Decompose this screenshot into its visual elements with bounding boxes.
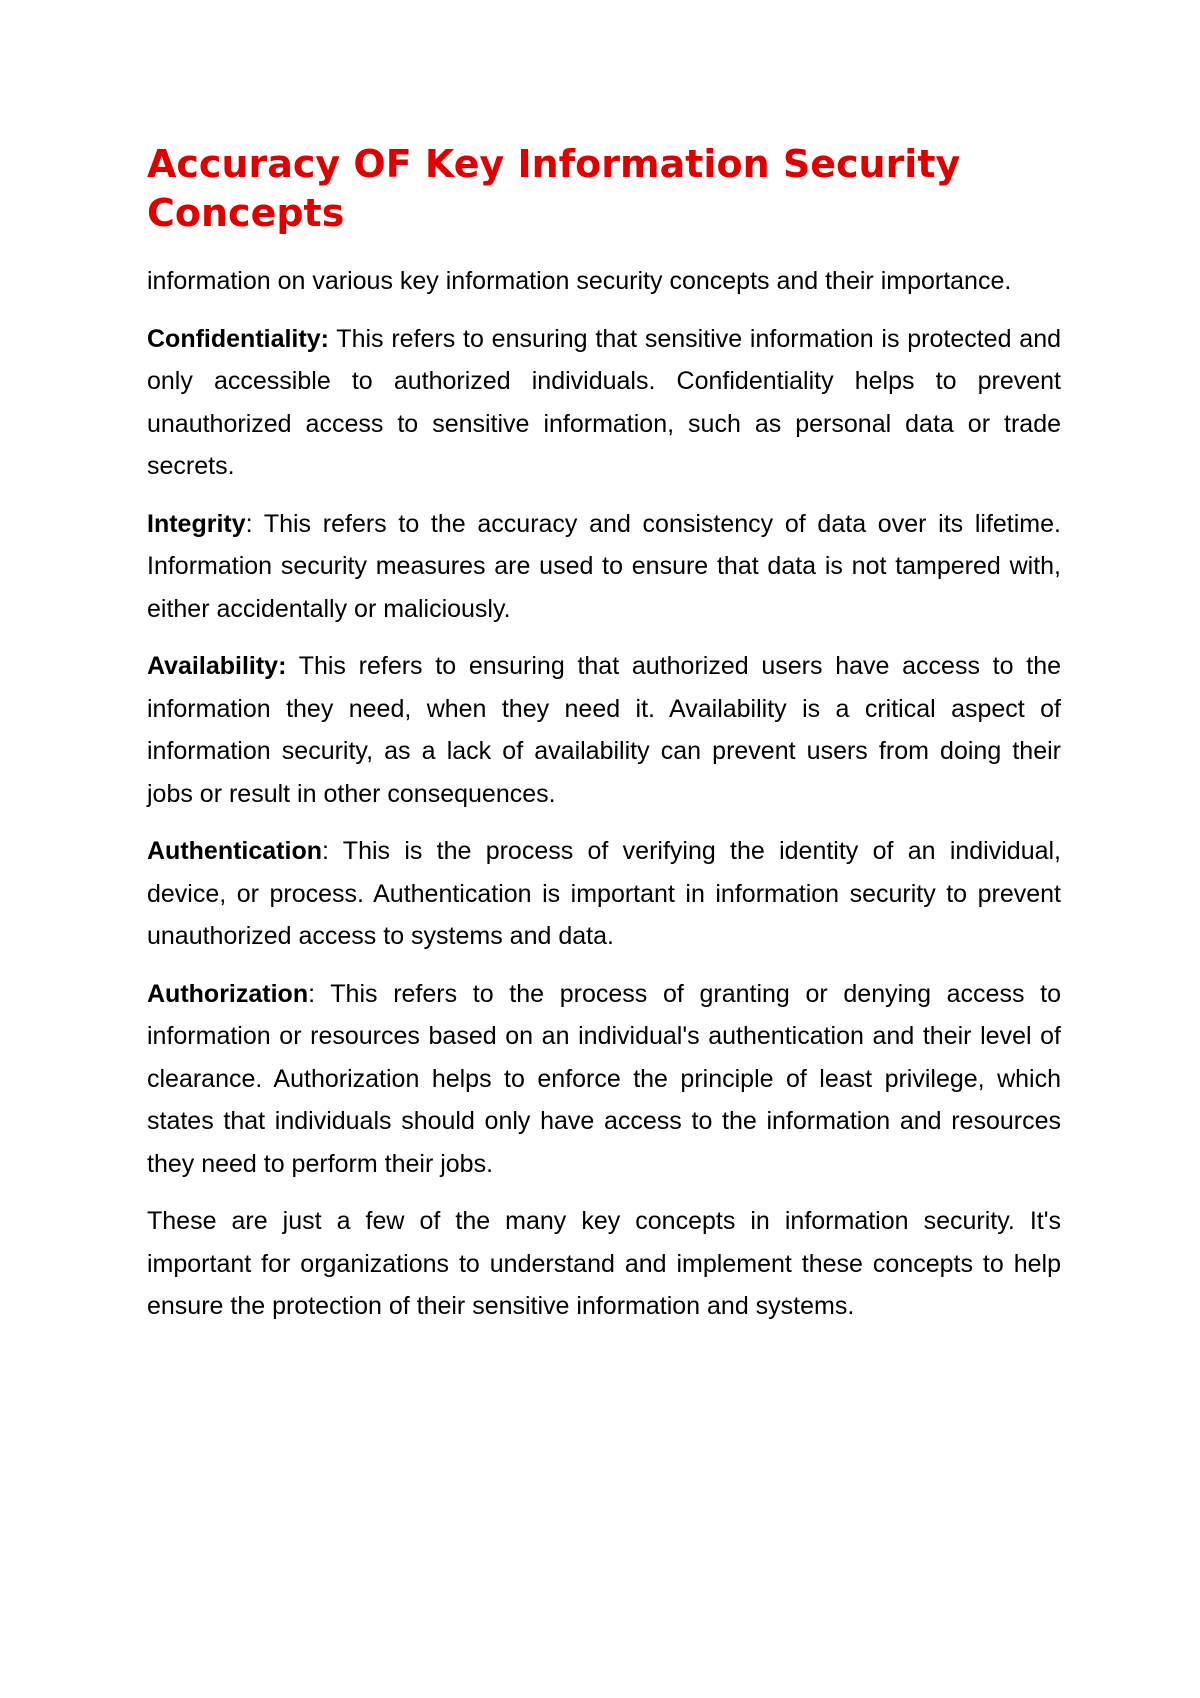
section-availability <box>147 645 1061 815</box>
section-text: This refers to the process of granting or denying access to information or resources based on an individual's authentication and their level of clearance. Authorization helps to enforce the principle of least privilege, which states that individuals should only have access to the information and resources they need to perform their jobs. <box>147 979 1061 1178</box>
section-term: Authentication <box>147 837 322 865</box>
section-text: This is the process of verifying the identity of an individual, device, or process. Authentication is important in information security to prevent unauthorized access to systems and data. <box>147 837 1061 950</box>
section-separator <box>286 652 298 680</box>
section-term: Availability: <box>147 652 287 680</box>
section-authorization <box>147 973 1061 1186</box>
section-integrity <box>147 503 1061 631</box>
section-text: This refers to the accuracy and consistency of data over its lifetime. Information security measures are used to ensure that data is not tampered with, either accidentally or maliciously. <box>147 509 1061 623</box>
document-title: Accuracy OF Key Information Security Concepts <box>147 142 961 235</box>
conclusion-paragraph: These are just a few of the many key concepts in information security. It's important for organizations to understand and implement these concepts to help ensure the protection of their sensitive information and systems. <box>147 1207 1061 1320</box>
section-confidentiality <box>147 318 1061 488</box>
section-authentication <box>147 830 1061 958</box>
section-separator: : <box>322 837 343 865</box>
section-term: Confidentiality: <box>147 324 329 353</box>
section-separator: : <box>245 509 264 538</box>
section-term: Integrity <box>147 509 246 538</box>
intro-paragraph: information on various key information security concepts and their importance. <box>147 267 1012 295</box>
section-separator: : <box>308 979 331 1008</box>
section-text: This refers to ensuring that authorized users have access to the information they need, when they need it. Availability is a critical aspect of information security, as a lack of availability can prevent users from doing their jobs or result in other consequences. <box>147 652 1061 808</box>
document-page <box>147 140 1061 1343</box>
section-term: Authorization <box>147 979 309 1008</box>
section-text: This refers to ensuring that sensitive information is protected and only accessible to authorized individuals. Confidentiality helps to prevent unauthorized access to sensitive information, such as personal data or trade secrets. <box>147 324 1062 480</box>
